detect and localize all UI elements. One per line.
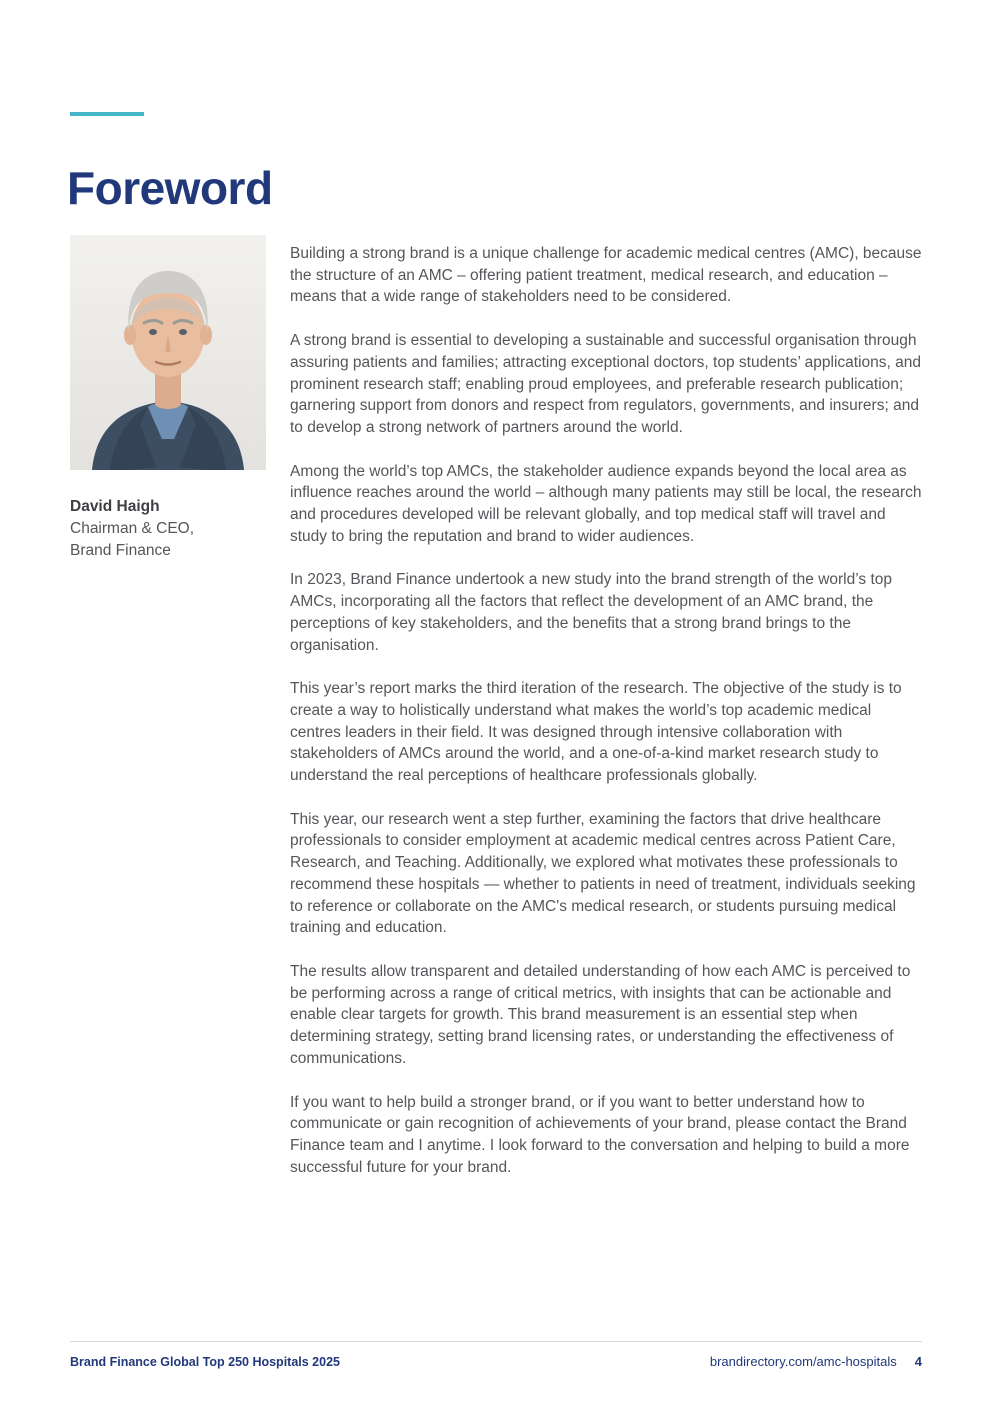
foreword-paragraph: If you want to help build a stronger brand, or if you want to better understand how to communicate or gain recognition of achievements of your brand, please contact the Brand Finance team and I anytime. I look forward to the conversation and helping to build a more successful future for your brand. bbox=[290, 1093, 910, 1176]
foreword-paragraph: A strong brand is essential to developing a sustainable and successful organisation through assuring patients and families; attracting exceptional doctors, top students’ applications, and prominent research staff; enabling proud employees, and preferable research publication; garnering support from donors and respect from regulators, governments, and insurers; and to develop a strong network of partners around the world. bbox=[290, 332, 921, 436]
footer-url-link[interactable]: brandirectory.com/amc-hospitals bbox=[709, 1354, 897, 1369]
portrait-illustration bbox=[70, 235, 266, 470]
author-name: David Haigh bbox=[70, 498, 160, 515]
foreword-paragraph: This year, our research went a step further, examining the factors that drive healthcare professionals to consider employment at academic medical centres across Patient Care, Research, and Teaching. Additionally, we explored what motivates these professionals to recommend these hospitals — whether to patients in need of treatment, individuals seeking to reference or collaborate on the AMC's medical research, or students pursuing medical training and education. bbox=[290, 810, 916, 937]
foreword-body bbox=[290, 235, 926, 1200]
author-company: Brand Finance bbox=[70, 542, 171, 559]
author-role: Chairman & CEO, bbox=[70, 520, 195, 537]
footer bbox=[70, 1354, 922, 1369]
title-accent-bar bbox=[70, 112, 144, 116]
author-caption bbox=[70, 496, 266, 562]
page-title: Foreword bbox=[67, 161, 273, 214]
foreword-paragraph: This year’s report marks the third iteration of the research. The objective of the study is to create a way to holistically understand what makes the world’s top academic medical centres leaders in their field. It was designed through intensive collaboration with stakeholders of AMCs around the world, and a one-of-a-kind market research study to understand the real perceptions of healthcare professionals globally. bbox=[290, 680, 902, 785]
foreword-paragraph: Among the world’s top AMCs, the stakeholder audience expands beyond the local area as influence reaches around the world – although many patients may still be local, the research and procedures developed will be relevant globally, and top medical staff will travel and study to bring the reputation and brand to wider audiences. bbox=[290, 462, 922, 545]
foreword-paragraph: The results allow transparent and detailed understanding of how each AMC is perceived to be performing across a range of critical metrics, with insights that can be actionable and enable clear targets for growth. This brand measurement is an essential step when determining strategy, setting brand licensing rates, or understanding the effectiveness of communications. bbox=[290, 962, 911, 1067]
footer-report-title: Brand Finance Global Top 250 Hospitals 2025 bbox=[70, 1355, 340, 1369]
footer-divider bbox=[70, 1341, 922, 1342]
footer-page-number: 4 bbox=[914, 1354, 922, 1369]
author-column bbox=[70, 235, 266, 1200]
foreword-paragraph: Building a strong brand is a unique challenge for academic medical centres (AMC), because the structure of an AMC – offering patient treatment, medical research, and education – means that a wide range of stakeholders need to be considered. bbox=[290, 245, 922, 306]
author-photo bbox=[70, 235, 266, 470]
footer-right-group bbox=[710, 1354, 922, 1369]
foreword-paragraph: In 2023, Brand Finance undertook a new study into the brand strength of the world’s top AMCs, incorporating all the factors that reflect the development of an AMC brand, the perceptions of key stakeholders, and the benefits that a strong brand brings to the organisation. bbox=[290, 571, 893, 654]
content-area bbox=[70, 235, 926, 1200]
